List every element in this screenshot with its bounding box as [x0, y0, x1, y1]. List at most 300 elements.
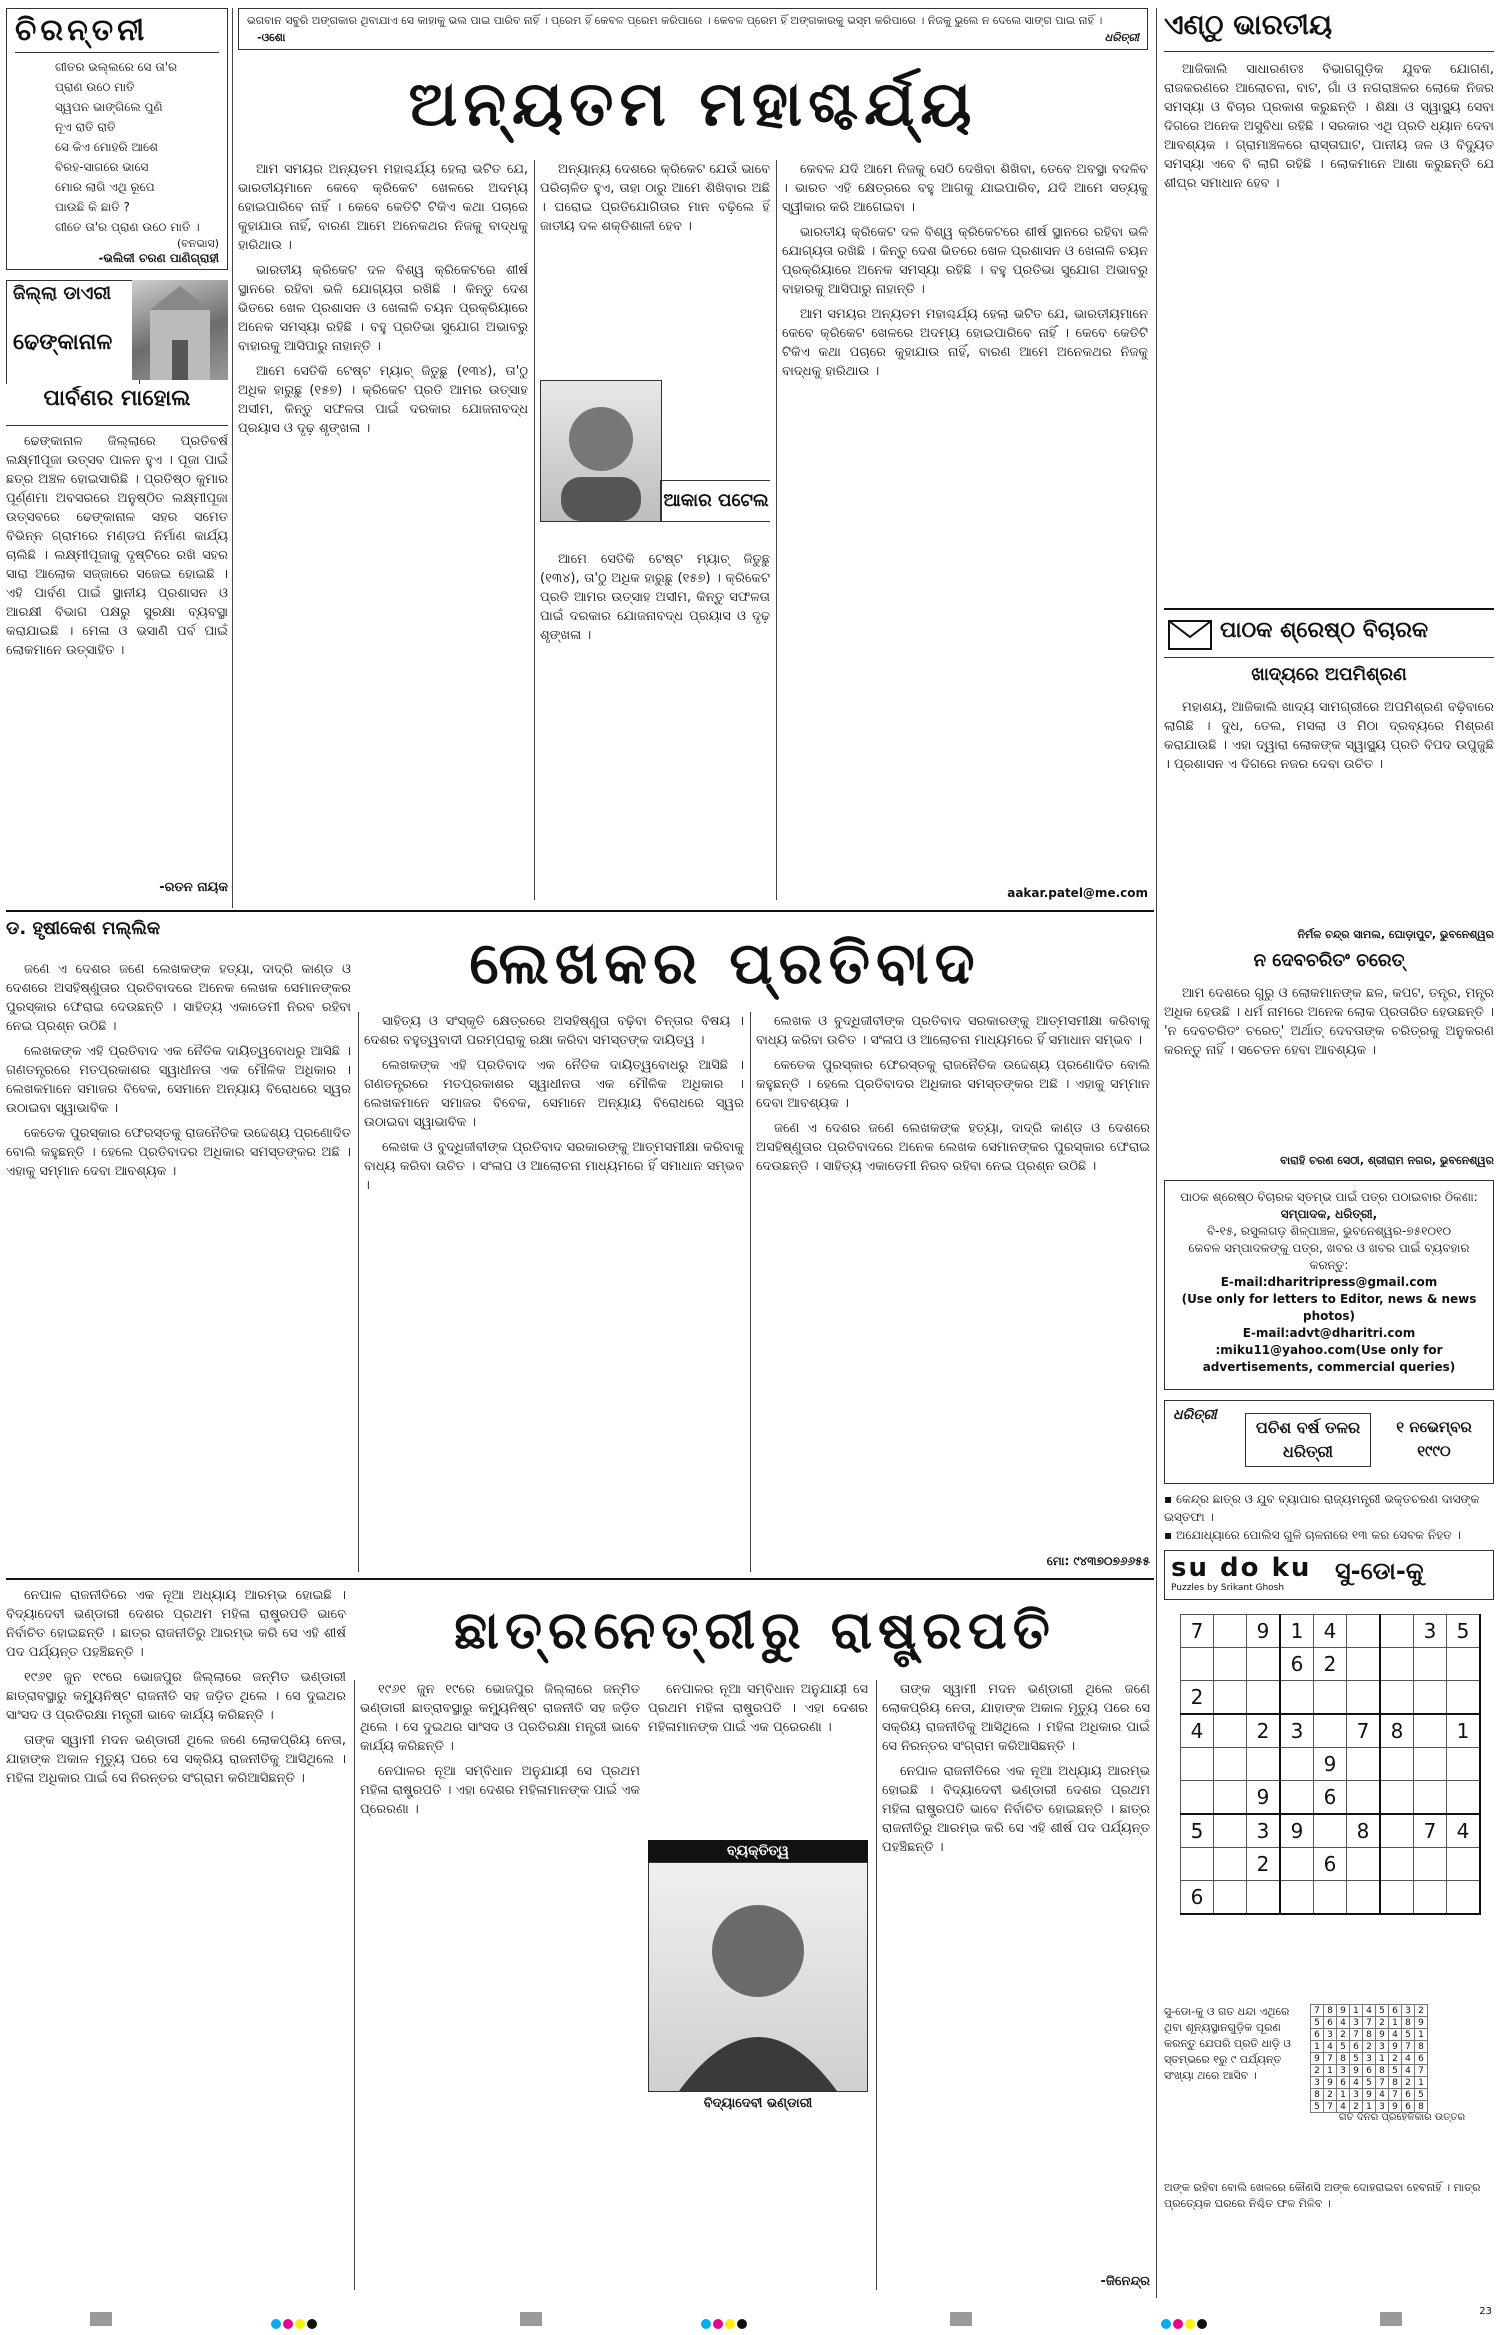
solution-cell: 5 [1363, 2077, 1376, 2089]
president-para: ତାଙ୍କ ସ୍ୱାମୀ ମଦନ ଭଣ୍ଡାରୀ ଥିଲେ ଜଣେ ଲୋକପ୍ରିୟ ନେତା, ଯାହାଙ୍କ ଅକାଳ ମୃତ୍ୟୁ ପରେ ସେ ସକ୍ରିୟ ରାଜନୀତିକୁ ଆସିଥିଲେ । ମହିଳା ଅଧିକାର ପାଇଁ ସେ ନିରନ୍ତର ସଂଗ୍ରାମ କରିଆସିଛନ୍ତି । [882, 1682, 1150, 1754]
sudoku-cell[interactable] [1380, 1781, 1414, 1815]
poem-line: ମୋର ଲାଗି ଏଥି ରୂପେ [55, 180, 155, 194]
solution-cell: 8 [1337, 2053, 1350, 2065]
sudoku-cell[interactable]: 6 [1181, 1881, 1214, 1915]
solution-cell: 4 [1363, 2005, 1376, 2017]
sudoku-cell[interactable] [1214, 1615, 1247, 1648]
contact-email-2[interactable]: E-mail:advt@dharitri.com [1242, 1326, 1416, 1340]
solution-cell: 8 [1324, 2005, 1337, 2017]
sudoku-cell[interactable]: 4 [1314, 1615, 1347, 1648]
sudoku-instructions: ସୁ-ଡୋ-କୁ ଓ ଗତ ଧନ୍ଦା ଏଥିରେ ଥିବା ଶୂନ୍ୟସ୍ଥାନଗୁଡ଼ିକ ପୂରଣ କରନ୍ତୁ ଯେପରି ପ୍ରତି ଧାଡ଼ି ଓ ସ୍ତମ୍ଭରେ ୧ରୁ ୯ ପର୍ଯ୍ୟନ୍ତ ସଂଖ୍ୟା ଥରେ ଆସିବ । [1164, 2005, 1291, 2082]
solution-cell: 2 [1363, 2041, 1376, 2053]
solution-cell: 4 [1402, 2053, 1415, 2065]
sudoku-row [1311, 2065, 1428, 2077]
editorial-para: ଆମେ ସେତିକି ଟେଷ୍ଟ ମ୍ୟାଚ୍ ଜିତୁଛୁ (୧୩୪), ତା'ଠୁ ଅଧିକ ହାରୁଛୁ (୧୫୭) । କ୍ରିକେଟ ପ୍ରତି ଆମର ଉତ୍ସାହ ଅସୀମ, କିନ୍ତୁ ସଫଳତା ପାଇଁ ଦରକାର ଯୋଜନାବଦ୍ଧ ପ୍ରୟାସ ଓ ଦୃଢ଼ ଶୃଙ୍ଖଳା । [238, 364, 528, 436]
solution-cell: 3 [1311, 2077, 1324, 2089]
editorial-col-2 [540, 160, 770, 370]
color-registration-mark [1160, 2314, 1208, 2333]
solution-cell: 9 [1389, 2041, 1402, 2053]
protest-para: କେତେକ ପୁରସ୍କାର ଫେରସ୍ତକୁ ରାଜନୈତିକ ଉଦ୍ଦେଶ୍ୟ ପ୍ରଣୋଦିତ ବୋଲି କହୁଛନ୍ତି । ହେଲେ ପ୍ରତିବାଦର ଅଧିକାର ସମସ୍ତଙ୍କର ଅଛି । ଏହାକୁ ସମ୍ମାନ ଦେବା ଆବଶ୍ୟକ । [6, 1126, 351, 1179]
solution-cell: 2 [1311, 2065, 1324, 2077]
contact-email-1-note: (Use only for letters to Editor, news & news photos) [1181, 1292, 1477, 1323]
sudoku-cell[interactable] [1414, 1681, 1447, 1715]
sudoku-row [1311, 2041, 1428, 2053]
sudoku-cell[interactable]: 1 [1447, 1714, 1481, 1748]
solution-cell: 7 [1389, 2089, 1402, 2101]
page-number: 23 [1479, 2306, 1492, 2317]
sudoku-cell[interactable] [1247, 1681, 1281, 1715]
poem-line: ନୂଏ ରାତି ରାତି [55, 120, 116, 134]
sudoku-cell[interactable] [1214, 1714, 1247, 1748]
sudoku-cell[interactable] [1247, 1881, 1281, 1915]
column-rule [232, 8, 233, 908]
solution-cell: 9 [1337, 2005, 1350, 2017]
solution-cell: 1 [1324, 2065, 1337, 2077]
solution-cell: 4 [1324, 2041, 1337, 2053]
sudoku-cell[interactable] [1414, 1748, 1447, 1781]
poem-line: ସେ କିଏ ମୋହରି ଆଶେ [55, 140, 158, 154]
sudoku-row [1181, 1615, 1481, 1648]
letter1-body [1164, 698, 1494, 928]
column-rule [750, 1012, 751, 1572]
sudoku-cell[interactable] [1447, 1848, 1481, 1881]
sudoku-cell[interactable]: 7 [1414, 1814, 1447, 1848]
solution-cell: 9 [1389, 2101, 1402, 2113]
poem-title: ଚିରନ୍ତନୀ [15, 13, 219, 53]
sudoku-cell[interactable] [1214, 1748, 1247, 1781]
sudoku-cell[interactable]: 5 [1447, 1615, 1481, 1648]
sudoku-cell[interactable] [1314, 1814, 1347, 1848]
district-label-box [6, 280, 140, 384]
sudoku-cell[interactable] [1447, 1881, 1481, 1915]
flashback-item: ▪ ଅଯୋଧ୍ୟାରେ ପୋଲିସ ଗୁଳି ଚାଳନାରେ ୧୩ କର ସେବକ ନିହତ । [1164, 1528, 1461, 1542]
solution-cell: 5 [1376, 2005, 1389, 2017]
sudoku-cell[interactable]: 4 [1447, 1814, 1481, 1848]
protest-para: ଲେଖକଙ୍କ ଏହି ପ୍ରତିବାଦ ଏକ ନୈତିକ ଦାୟିତ୍ୱବୋଧରୁ ଆସିଛି । ଗଣତନ୍ତ୍ରରେ ମତପ୍ରକାଶର ସ୍ୱାଧୀନତା ଏକ ମୌଳିକ ଅଧିକାର । ଲେଖକମାନେ ସମାଜର ବିବେକ, ସେମାନେ ଅନ୍ୟାୟ ବିରୋଧରେ ସ୍ୱର ଉଠାଇବା ସ୍ୱାଭାବିକ । [6, 1044, 351, 1116]
president-col-1 [6, 1586, 346, 2298]
teaser-box [238, 8, 1148, 50]
president-headline: ଛାତ୍ରନେତ୍ରୀରୁ ରାଷ୍ଟ୍ରପତି [454, 1601, 1056, 1661]
sudoku-cell[interactable] [1380, 1848, 1414, 1881]
sudoku-cell[interactable]: 2 [1314, 1648, 1347, 1681]
president-para: ତାଙ୍କ ସ୍ୱାମୀ ମଦନ ଭଣ୍ଡାରୀ ଥିଲେ ଜଣେ ଲୋକପ୍ରିୟ ନେତା, ଯାହାଙ୍କ ଅକାଳ ମୃତ୍ୟୁ ପରେ ସେ ସକ୍ରିୟ ରାଜନୀତିକୁ ଆସିଥିଲେ । ମହିଳା ଅଧିକାର ପାଇଁ ସେ ନିରନ୍ତର ସଂଗ୍ରାମ କରିଆସିଛନ୍ତି । [6, 1733, 346, 1786]
solution-cell: 4 [1350, 2077, 1363, 2089]
sudoku-cell[interactable] [1214, 1681, 1247, 1715]
sudoku-cell[interactable] [1347, 1848, 1381, 1881]
solution-cell: 5 [1350, 2053, 1363, 2065]
sudoku-cell[interactable]: 3 [1280, 1714, 1314, 1748]
sudoku-cell[interactable]: 9 [1314, 1748, 1347, 1781]
sudoku-cell[interactable]: 8 [1347, 1814, 1381, 1848]
flashback-item: ▪ କେନ୍ଦ୍ର ଛାତ୍ର ଓ ଯୁବ ବ୍ୟାପାର ରାଜ୍ୟମନ୍ତ୍ରୀ ଭକ୍ତଚରଣ ଦାସଙ୍କ ଇସ୍ତଫା । [1164, 1492, 1480, 1524]
solution-cell: 7 [1350, 2029, 1363, 2041]
solution-cell: 6 [1389, 2005, 1402, 2017]
sudoku-cell[interactable]: 6 [1280, 1648, 1314, 1681]
protest-headline: ଲେଖକର ପ୍ରତିବାଦ [469, 929, 981, 997]
poem-line: ପାଉଛି କି ଛାତି ? [55, 200, 130, 214]
solution-cell: 6 [1350, 2041, 1363, 2053]
contact-email-1[interactable]: E-mail:dharitripress@gmail.com [1220, 1275, 1438, 1289]
sudoku-cell[interactable] [1447, 1648, 1481, 1681]
sudoku-cell[interactable] [1181, 1848, 1214, 1881]
protest-para: କେତେକ ପୁରସ୍କାର ଫେରସ୍ତକୁ ରାଜନୈତିକ ଉଦ୍ଦେଶ୍ୟ ପ୍ରଣୋଦିତ ବୋଲି କହୁଛନ୍ତି । ହେଲେ ପ୍ରତିବାଦର ଅଧିକାର ସମସ୍ତଙ୍କର ଅଛି । ଏହାକୁ ସମ୍ମାନ ଦେବା ଆବଶ୍ୟକ । [756, 1058, 1150, 1111]
president-para: ନେପାଳ ରାଜନୀତିରେ ଏକ ନୂଆ ଅଧ୍ୟାୟ ଆରମ୍ଭ ହୋଇଛି । ବିଦ୍ୟାଦେବୀ ଭଣ୍ଡାରୀ ଦେଶର ପ୍ରଥମ ମହିଳା ରାଷ୍ଟ୍ରପତି ଭାବେ ନିର୍ବାଚିତ ହୋଇଛନ୍ତି । ଛାତ୍ର ରାଜନୀତିରୁ ଆରମ୍ଭ କରି ସେ ଏହି ଶୀର୍ଷ ପଦ ପର୍ଯ୍ୟନ୍ତ ପହଞ୍ଚିଛନ୍ତି । [6, 1588, 346, 1660]
solution-cell: 7 [1402, 2041, 1415, 2053]
poem-line: ବିରହ-ସାଗରେ ଭାସେ [55, 160, 149, 174]
solution-cell: 9 [1376, 2029, 1389, 2041]
sudoku-row [1311, 2089, 1428, 2101]
section-rule [6, 1578, 1154, 1580]
solution-cell: 7 [1415, 2065, 1428, 2077]
section-rule [6, 910, 1154, 912]
protest-phone: ମୋ: ୯୪୩୭୦୭୬୬୫୫ [1046, 1554, 1150, 1568]
president-para: ନେପାଳର ନୂଆ ସମ୍ବିଧାନ ଅନୁଯାୟୀ ସେ ପ୍ରଥମ ମହିଳା ରାଷ୍ଟ୍ରପତି । ଏହା ଦେଶର ମହିଳାମାନଙ୍କ ପାଇଁ ଏକ ପ୍ରେରଣା । [648, 1682, 868, 1735]
sudoku-row [1181, 1814, 1481, 1848]
solution-cell: 1 [1350, 2005, 1363, 2017]
sudoku-answer-note: ଗତ ଦିନର ପ୍ରହେଳିକାର ଉତ୍ତର [1338, 2112, 1466, 2123]
sudoku-cell[interactable] [1347, 1748, 1381, 1781]
solution-cell: 7 [1324, 2053, 1337, 2065]
gray-mark [90, 2312, 112, 2326]
sudoku-cell[interactable] [1214, 1648, 1247, 1681]
sudoku-cell[interactable] [1414, 1648, 1447, 1681]
solution-cell: 4 [1337, 2017, 1350, 2029]
solution-cell: 9 [1350, 2065, 1363, 2077]
sudoku-cell[interactable] [1447, 1781, 1481, 1815]
sudoku-cell[interactable] [1181, 1648, 1214, 1681]
president-photo [648, 1862, 868, 2092]
president-label: ବ୍ୟକ୍ତିତ୍ୱ [648, 1840, 868, 1862]
author-name: ଆକାର ପଟେଲ [660, 480, 770, 522]
flashback-box [1164, 1400, 1494, 1484]
letter2-body [1164, 984, 1494, 1154]
column-rule [354, 1680, 355, 2290]
contact-address: ବି-୧୫, ରସୁଲଗଡ଼ ଶିଳ୍ପାଞ୍ଚଳ, ଭୁବନେଶ୍ୱର-୭୫୧୦୧୦ [1206, 1224, 1452, 1238]
flashback-brand: ଧରିତ୍ରୀ [1173, 1407, 1217, 1423]
editorial-col-2b [540, 550, 770, 900]
poem-line: ପ୍ରାଣ ଉଠେ ମାତି [55, 80, 135, 94]
sudoku-solution-grid [1310, 2004, 1428, 2113]
india-body: ଆଜିକାଲି ସାଧାରଣତଃ ବିଭାଗଗୁଡ଼ିକ ଯୁବକ ଯୋଗଣ, ରାଜକରଣରେ ଆଲୋଚନା, ବାଟ, ଗାଁ ଓ ନଗରାଞ୍ଚଳର ଲୋକେ ନିଜର ସମସ୍ୟା ଓ ବିଚାର ପ୍ରକାଶ କରୁଛନ୍ତି । ଶିକ୍ଷା ଓ ସ୍ୱାସ୍ଥ୍ୟ ସେବା ଦିଗରେ ଅନେକ ଅସୁବିଧା ରହିଛି । ସରକାର ଏଥି ପ୍ରତି ଧ୍ୟାନ ଦେବା ଆବଶ୍ୟକ । ଗ୍ରାମାଞ୍ଚଳରେ ରାସ୍ତାଘାଟ, ପାନୀୟ ଜଳ ଓ ବିଦ୍ୟୁତ ସମସ୍ୟା ଏବେ ବି ଲାଗି ରହିଛି । ଲୋକମାନେ ଆଶା କରୁଛନ୍ତି ଯେ ଶୀଘ୍ର ସମାଧାନ ହେବ । [1164, 62, 1494, 191]
president-para: ୧୯୬୧ ଜୁନ ୧୯ରେ ଭୋଜପୁର ଜିଲ୍ଲାରେ ଜନ୍ମିତ ଭଣ୍ଡାରୀ ଛାତ୍ରାବସ୍ଥାରୁ କମ୍ୟୁନିଷ୍ଟ ରାଜନୀତି ସହ ଜଡ଼ିତ ଥିଲେ । ସେ ଦୁଇଥର ସାଂସଦ ଓ ପ୍ରତିରକ୍ଷା ମନ୍ତ୍ରୀ ଭାବେ କାର୍ଯ୍ୟ କରିଛନ୍ତି । [6, 1670, 346, 1723]
gray-mark [950, 2312, 972, 2326]
editorial-para: ଆମ ସମୟର ଅନ୍ୟତମ ମହାଶ୍ଚର୍ଯ୍ୟ ହେଲା ଭଟିତ ଯେ, ଭାରତୀୟମାନେ କେବେ କ୍ରିକେଟ ଖେଳରେ ଅଦମ୍ୟ ହୋଇପାରିବେ ନାହିଁ । କେବେ କେତିଟି ଟିକିଏ କଥା ପଚାରେ କୁହାଯାଉ ନାହିଁ, ବାରଣ ଆମେ ଅନେକଥର ନିଜକୁ ବାଦ୍ଧକୁ ହାରିଥାଉ । [238, 162, 528, 253]
letter2-title: ନ ଦେବଚରିତଂ ଚରେତ୍ [1253, 950, 1405, 971]
solution-cell: 4 [1376, 2089, 1389, 2101]
sudoku-cell[interactable] [1214, 1848, 1247, 1881]
solution-cell: 3 [1350, 2089, 1363, 2101]
district-name: ଢେଙ୍କାନାଳ [13, 330, 113, 355]
solution-cell: 8 [1363, 2029, 1376, 2041]
editorial-para: ଭାରତୀୟ କ୍ରିକେଟ ଦଳ ବିଶ୍ୱ କ୍ରିକେଟରେ ଶୀର୍ଷ ସ୍ଥାନରେ ରହିବା ଭଳି ଯୋଗ୍ୟତା ରଖିଛି । କିନ୍ତୁ ଦେଶ ଭିତରେ ଖେଳ ପ୍ରଶାସନ ଓ ଖେଳାଳି ଚୟନ ପ୍ରକ୍ରିୟାରେ ଅନେକ ସମସ୍ୟା ରହିଛି । ବହୁ ପ୍ରତିଭା ସୁଯୋଗ ଅଭାବରୁ ବାହାରକୁ ଆସିପାରୁ ନାହାନ୍ତି । [238, 263, 528, 354]
solution-cell: 2 [1415, 2005, 1428, 2017]
sudoku-cell[interactable] [1380, 1615, 1414, 1648]
solution-cell: 2 [1350, 2101, 1363, 2113]
author-photo-box [540, 380, 770, 540]
sudoku-cell[interactable]: 9 [1280, 1814, 1314, 1848]
letters-header [1164, 608, 1494, 658]
president-para: ୧୯୬୧ ଜୁନ ୧୯ରେ ଭୋଜପୁର ଜିଲ୍ଲାରେ ଜନ୍ମିତ ଭଣ୍ଡାରୀ ଛାତ୍ରାବସ୍ଥାରୁ କମ୍ୟୁନିଷ୍ଟ ରାଜନୀତି ସହ ଜଡ଼ିତ ଥିଲେ । ସେ ଦୁଇଥର ସାଂସଦ ଓ ପ୍ରତିରକ୍ଷା ମନ୍ତ୍ରୀ ଭାବେ କାର୍ଯ୍ୟ କରିଛନ୍ତି । [360, 1682, 640, 1754]
gray-mark [520, 2312, 542, 2326]
president-col-3 [882, 1680, 1150, 2270]
solution-cell: 6 [1415, 2053, 1428, 2065]
flashback-title: ପଚିଶ ବର୍ଷ ତଳର ଧରିତ୍ରୀ [1245, 1413, 1371, 1467]
sudoku-cell[interactable]: 9 [1247, 1615, 1281, 1648]
solution-cell: 8 [1311, 2089, 1324, 2101]
poem-lines [15, 57, 219, 237]
sudoku-cell[interactable] [1414, 1781, 1447, 1815]
poem-line: ଗୀତର ଭଲ୍ଲରେ ସେ ତା'ର [55, 60, 178, 74]
sudoku-row [1311, 2053, 1428, 2065]
sudoku-byline: Puzzles by Srikant Ghosh [1171, 1583, 1285, 1593]
letter2-text: ଆମ ଦେଶରେ ଗୁରୁ ଓ ଲୋକମାନଙ୍କ ଛଳ, କପଟ, ତନ୍ତ୍ର, ମନ୍ତ୍ର ଅଧିକ ହେଉଛି । ଧର୍ମ ନାମରେ ଅନେକ ଲୋକ ପ୍ରତାରିତ ହେଉଛନ୍ତି । 'ନ ଦେବଚରିତଂ ଚରେତ୍' ଅର୍ଥାତ୍ ଦେବତାଙ୍କ ଚରିତ୍ରକୁ ଅନୁକରଣ କରନ୍ତୁ ନାହିଁ । ସଚେତନ ହେବା ଆବଶ୍ୟକ । [1164, 986, 1494, 1058]
sudoku-title-or: ସୁ-ଡୋ-କୁ [1335, 1557, 1424, 1585]
solution-cell: 9 [1324, 2077, 1337, 2089]
protest-col-1 [6, 960, 351, 1570]
district-diary-header [6, 280, 228, 384]
sudoku-cell[interactable] [1314, 1881, 1347, 1915]
sudoku-cell[interactable] [1347, 1881, 1381, 1915]
protest-para: ଲେଖକଙ୍କ ଏହି ପ୍ରତିବାଦ ଏକ ନୈତିକ ଦାୟିତ୍ୱବୋଧରୁ ଆସିଛି । ଗଣତନ୍ତ୍ରରେ ମତପ୍ରକାଶର ସ୍ୱାଧୀନତା ଏକ ମୌଳିକ ଅଧିକାର । ଲେଖକମାନେ ସମାଜର ବିବେକ, ସେମାନେ ଅନ୍ୟାୟ ବିରୋଧରେ ସ୍ୱର ଉଠାଇବା ସ୍ୱାଭାବିକ । [364, 1058, 744, 1130]
sudoku-cell[interactable] [1214, 1814, 1247, 1848]
sudoku-cell[interactable] [1414, 1881, 1447, 1915]
president-para: ନେପାଳ ରାଜନୀତିରେ ଏକ ନୂଆ ଅଧ୍ୟାୟ ଆରମ୍ଭ ହୋଇଛି । ବିଦ୍ୟାଦେବୀ ଭଣ୍ଡାରୀ ଦେଶର ପ୍ରଥମ ମହିଳା ରାଷ୍ଟ୍ରପତି ଭାବେ ନିର୍ବାଚିତ ହୋଇଛନ୍ତି । ଛାତ୍ର ରାଜନୀତିରୁ ଆରମ୍ଭ କରି ସେ ଏହି ଶୀର୍ଷ ପଦ ପର୍ଯ୍ୟନ୍ତ ପହଞ୍ଚିଛନ୍ତି । [882, 1764, 1150, 1855]
sudoku-row [1181, 1714, 1481, 1748]
sudoku-cell[interactable] [1380, 1648, 1414, 1681]
sudoku-row [1181, 1848, 1481, 1881]
teaser-author: -ଓଶୋ [257, 31, 286, 44]
sudoku-cell[interactable] [1447, 1681, 1481, 1715]
editorial-para: ଭାରତୀୟ କ୍ରିକେଟ ଦଳ ବିଶ୍ୱ କ୍ରିକେଟରେ ଶୀର୍ଷ ସ୍ଥାନରେ ରହିବା ଭଳି ଯୋଗ୍ୟତା ରଖିଛି । କିନ୍ତୁ ଦେଶ ଭିତରେ ଖେଳ ପ୍ରଶାସନ ଓ ଖେଳାଳି ଚୟନ ପ୍ରକ୍ରିୟାରେ ଅନେକ ସମସ୍ୟା ରହିଛି । ବହୁ ପ୍ରତିଭା ସୁଯୋଗ ଅଭାବରୁ ବାହାରକୁ ଆସିପାରୁ ନାହାନ୍ତି । [782, 225, 1148, 297]
president-author: -ଜିନେନ୍ଦ୍ର [1100, 2274, 1150, 2289]
flashback-items [1164, 1490, 1494, 1546]
contact-note: କେବଳ ସମ୍ପାଦକଙ୍କୁ ପତ୍ର, ଖବର ଓ ଖବର ପାଇଁ ବ୍ୟବହାର କରନ୍ତୁ: [1188, 1241, 1470, 1272]
editorial-para: ଆମ ସମୟର ଅନ୍ୟତମ ମହାଶ୍ଚର୍ଯ୍ୟ ହେଲା ଭଟିତ ଯେ, ଭାରତୀୟମାନେ କେବେ କ୍ରିକେଟ ଖେଳରେ ଅଦମ୍ୟ ହୋଇପାରିବେ ନାହିଁ । କେବେ କେତିଟି ଟିକିଏ କଥା ପଚାରେ କୁହାଯାଉ ନାହିଁ, ବାରଣ ଆମେ ଅନେକଥର ନିଜକୁ ବାଦ୍ଧକୁ ହାରିଥାଉ । [782, 307, 1148, 379]
sudoku-grid[interactable] [1180, 1614, 1481, 1915]
solution-cell: 3 [1350, 2017, 1363, 2029]
sudoku-cell[interactable] [1247, 1748, 1281, 1781]
solution-cell: 8 [1389, 2077, 1402, 2089]
solution-cell: 7 [1324, 2101, 1337, 2113]
editorial-col-1 [238, 160, 528, 910]
sudoku-cell[interactable]: 1 [1280, 1615, 1314, 1648]
column-rule [776, 160, 777, 900]
column-rule [358, 1012, 359, 1572]
sudoku-cell[interactable] [1280, 1681, 1314, 1715]
print-marks [0, 2304, 1500, 2334]
solution-cell: 8 [1415, 2041, 1428, 2053]
solution-cell: 4 [1402, 2065, 1415, 2077]
president-para: ନେପାଳର ନୂଆ ସମ୍ବିଧାନ ଅନୁଯାୟୀ ସେ ପ୍ରଥମ ମହିଳା ରାଷ୍ଟ୍ରପତି । ଏହା ଦେଶର ମହିଳାମାନଙ୍କ ପାଇଁ ଏକ ପ୍ରେରଣା । [360, 1764, 640, 1817]
sudoku-row [1311, 2017, 1428, 2029]
protest-col-2 [364, 1012, 744, 1572]
sudoku-cell[interactable] [1380, 1814, 1414, 1848]
sudoku-cell[interactable] [1347, 1681, 1381, 1715]
column-rule [1156, 8, 1157, 2298]
solution-cell: 8 [1402, 2017, 1415, 2029]
editorial-col-3 [782, 160, 1148, 880]
protest-para: ସାହିତ୍ୟ ଓ ସଂସ୍କୃତି କ୍ଷେତ୍ରରେ ଅସହିଷ୍ଣୁତା ବଢ଼ିବା ଚିନ୍ତାର ବିଷୟ । ଦେଶର ବହୁତ୍ୱବାଦୀ ପରମ୍ପରାକୁ ରକ୍ଷା କରିବା ସମସ୍ତଙ୍କ ଦାୟିତ୍ୱ । [364, 1014, 744, 1048]
poem-line: ସ୍ୱପନ ଭାଙ୍ଗିଲେ ପୁଣି [55, 100, 163, 114]
protest-col-3 [756, 1012, 1150, 1552]
sudoku-cell[interactable] [1314, 1681, 1347, 1715]
sudoku-cell[interactable] [1414, 1848, 1447, 1881]
protest-para: ଲେଖକ ଓ ବୁଦ୍ଧିଜୀବୀଙ୍କ ପ୍ରତିବାଦ ସରକାରଙ୍କୁ ଆତ୍ମସମୀକ୍ଷା କରିବାକୁ ବାଧ୍ୟ କରିବା ଉଚିତ । ସଂଳାପ ଓ ଆଲୋଚନା ମାଧ୍ୟମରେ ହିଁ ସମାଧାନ ସମ୍ଭବ । [756, 1014, 1150, 1048]
contact-box [1164, 1180, 1494, 1390]
sudoku-cell[interactable]: 6 [1314, 1848, 1347, 1881]
section-logo: ଏଣ୍ଠୁ ଭାରତୀୟ [1164, 8, 1494, 52]
solution-cell: 2 [1324, 2089, 1337, 2101]
protest-para: ଜଣେ ଏ ଦେଶର ଜଣେ ଲେଖକଙ୍କ ହତ୍ୟା, ଦାଦ୍ରି କାଣ୍ଡ ଓ ଦେଶରେ ଅସହିଷ୍ଣୁତାର ପ୍ରତିବାଦରେ ଅନେକ ଲେଖକ ସେମାନଙ୍କର ପୁରସ୍କାର ଫେରାଇ ଦେଉଛନ୍ତି । ସାହିତ୍ୟ ଏକାଡେମୀ ନିରବ ରହିବା ନେଇ ପ୍ରଶ୍ନ ଉଠିଛି । [6, 962, 351, 1034]
flashback-date: ୧ ନଭେମ୍ବର ୧୯୯୦ [1396, 1418, 1472, 1460]
protest-para: ଲେଖକ ଓ ବୁଦ୍ଧିଜୀବୀଙ୍କ ପ୍ରତିବାଦ ସରକାରଙ୍କୁ ଆତ୍ମସମୀକ୍ଷା କରିବାକୁ ବାଧ୍ୟ କରିବା ଉଚିତ । ସଂଳାପ ଓ ଆଲୋଚନା ମାଧ୍ୟମରେ ହିଁ ସମାଧାନ ସମ୍ଭବ । [364, 1140, 744, 1193]
solution-cell: 6 [1337, 2077, 1350, 2089]
solution-cell: 1 [1311, 2041, 1324, 2053]
sudoku-cell[interactable] [1181, 1748, 1214, 1781]
sudoku-row [1181, 1881, 1481, 1915]
solution-cell: 3 [1337, 2065, 1350, 2077]
sudoku-cell[interactable] [1280, 1848, 1314, 1881]
solution-cell: 1 [1376, 2053, 1389, 2065]
sudoku-cell[interactable]: 7 [1181, 1615, 1214, 1648]
sudoku-cell[interactable]: 4 [1181, 1714, 1214, 1748]
solution-cell: 6 [1324, 2017, 1337, 2029]
editorial-headline: ଅନ୍ୟତମ ମହାଶ୍ଚର୍ଯ୍ୟ [408, 67, 978, 140]
sudoku-header [1164, 1550, 1494, 1600]
solution-cell: 9 [1363, 2089, 1376, 2101]
letter1-text: ମହାଶୟ, ଆଜିକାଲି ଖାଦ୍ୟ ସାମଗ୍ରୀରେ ଅପମିଶ୍ରଣ ବଢ଼ିବାରେ ଲାଗିଛି । ଦୁଧ, ତେଲ, ମସଲା ଓ ମିଠା ଦ୍ରବ୍ୟରେ ମିଶ୍ରଣ କରାଯାଉଛି । ଏହା ଦ୍ୱାରା ଲୋକଙ୍କ ସ୍ୱାସ୍ଥ୍ୟ ପ୍ରତି ବିପଦ ଉପୁଜୁଛି । ପ୍ରଶାସନ ଏ ଦିଗରେ ନଜର ଦେବା ଉଚିତ । [1164, 700, 1494, 772]
sudoku-cell[interactable] [1380, 1881, 1414, 1915]
solution-cell: 6 [1363, 2065, 1376, 2077]
sudoku-cell[interactable] [1314, 1714, 1347, 1748]
solution-cell: 5 [1415, 2089, 1428, 2101]
president-caption: ବିଦ୍ୟାଦେବୀ ଭଣ୍ଡାରୀ [703, 2096, 813, 2111]
column-rule [534, 160, 535, 900]
poem-box [6, 8, 228, 270]
gray-mark [1380, 2312, 1402, 2326]
solution-cell: 3 [1402, 2005, 1415, 2017]
sudoku-cell[interactable] [1280, 1881, 1314, 1915]
sudoku-title-en: su do ku [1171, 1553, 1312, 1583]
solution-cell: 4 [1337, 2101, 1350, 2113]
paper-logo: ଧରିତ୍ରୀ [1104, 31, 1139, 44]
color-registration-mark [270, 2314, 318, 2333]
sudoku-cell[interactable]: 3 [1414, 1615, 1447, 1648]
editorial-para: କେବଳ ଯଦି ଆମେ ନିଜକୁ ସେଠି ଦେଖିବା ଶିଖିବା, ତେବେ ଅବସ୍ଥା ବଦଳିବ । ଭାରତ ଏହି କ୍ଷେତ୍ରରେ ବହୁ ଆଗକୁ ଯାଇପାରିବ, ଯଦି ଆମେ ସତ୍ୟକୁ ସ୍ୱୀକାର କରି ଆଗେଇବା । [782, 162, 1148, 215]
solution-cell: 8 [1376, 2065, 1389, 2077]
sudoku-row [1181, 1781, 1481, 1815]
sudoku-cell[interactable]: 2 [1247, 1714, 1281, 1748]
solution-cell: 3 [1376, 2101, 1389, 2113]
solution-cell: 1 [1389, 2017, 1402, 2029]
solution-cell: 2 [1389, 2053, 1402, 2065]
author-photo [540, 380, 662, 522]
solution-cell: 5 [1311, 2017, 1324, 2029]
solution-cell: 3 [1376, 2041, 1389, 2053]
contact-to: ସମ୍ପାଦକ, ଧରିତ୍ରୀ, [1280, 1207, 1378, 1221]
sudoku-row [1311, 2077, 1428, 2089]
sudoku-cell[interactable]: 7 [1347, 1714, 1381, 1748]
sudoku-row [1311, 2101, 1428, 2113]
sudoku-cell[interactable]: 8 [1380, 1714, 1414, 1748]
sudoku-cell[interactable]: 9 [1247, 1781, 1281, 1815]
column-rule [876, 1680, 877, 2290]
sudoku-cell[interactable] [1280, 1781, 1314, 1815]
solution-cell: 7 [1363, 2017, 1376, 2029]
sudoku-cell[interactable] [1247, 1648, 1281, 1681]
solution-cell: 7 [1376, 2077, 1389, 2089]
sudoku-cell[interactable] [1347, 1615, 1381, 1648]
solution-cell: 2 [1337, 2029, 1350, 2041]
teaser-text: ଭଗବାନ ସବୁରି ଅଙ୍ଗକାର ଥିବାଯାଏ ସେ କାହାକୁ ଭଲ ପାଇ ପାରିବ ନାହିଁ । ପ୍ରେମ ହିଁ କେବଳ ପ୍ରେମ କରିପାରେ । କେବଳ ପ୍ରେମ ହିଁ ଅଙ୍ଗକାରକୁ ଭସ୍ମ କରିପାରେ । ନିଜକୁ ଭୁଲେ ନ ଦେଲେ ସାଙ୍ଗ ପାଇ ନାହିଁ । [247, 14, 1103, 27]
protest-para: ଜଣେ ଏ ଦେଶର ଜଣେ ଲେଖକଙ୍କ ହତ୍ୟା, ଦାଦ୍ରି କାଣ୍ଡ ଓ ଦେଶରେ ଅସହିଷ୍ଣୁତାର ପ୍ରତିବାଦରେ ଅନେକ ଲେଖକ ସେମାନଙ୍କର ପୁରସ୍କାର ଫେରାଇ ଦେଉଛନ୍ତି । ସାହିତ୍ୟ ଏକାଡେମୀ ନିରବ ରହିବା ନେଇ ପ୍ରଶ୍ନ ଉଠିଛି । [756, 1121, 1150, 1174]
solution-cell: 9 [1311, 2053, 1324, 2065]
poem-author: -ଭଲିକୀ ଚରଣ ପାଣିଗ୍ରାହୀ [98, 251, 219, 265]
sudoku-cell[interactable] [1347, 1648, 1381, 1681]
editorial-email: aakar.patel@me.com [1007, 886, 1148, 900]
sudoku-footer: ଅଙ୍କ ରହିବା ବୋଲି ଖେଳରେ କୌଣସି ଅଙ୍କ ଦୋହରାଇବା ହେବନାହିଁ । ମାତ୍ର ପ୍ରତ୍ୟେକ ଘରରେ ନିଶ୍ଚିତ ଫଳ ମିଳିବ । [1164, 2181, 1481, 2210]
sudoku-row [1311, 2005, 1428, 2017]
sudoku-cell[interactable]: 2 [1181, 1681, 1214, 1715]
color-registration-mark [700, 2314, 748, 2333]
sudoku-row [1181, 1648, 1481, 1681]
district-article [6, 432, 228, 872]
solution-cell: 5 [1311, 2101, 1324, 2113]
district-author: -ରତନ ନାୟକ [159, 880, 228, 895]
letter1-author: ନିର୍ମଳ ଚନ୍ଦ୍ର ସାମଲ, ଘୋଡ଼ାପୁଟ, ଭୁବନେଶ୍ୱର [1297, 928, 1494, 941]
solution-cell: 2 [1376, 2017, 1389, 2029]
sudoku-cell[interactable]: 5 [1181, 1814, 1214, 1848]
letter2-author: ବାରାହି ଚରଣ ସେଠୀ, ଶ୍ରୀରାମ ନଗର, ଭୁବନେଶ୍ୱର [1280, 1154, 1494, 1167]
solution-cell: 6 [1402, 2101, 1415, 2113]
sudoku-cell[interactable] [1380, 1748, 1414, 1781]
sudoku-cell[interactable] [1280, 1748, 1314, 1781]
solution-cell: 4 [1389, 2029, 1402, 2041]
solution-cell: 2 [1402, 2077, 1415, 2089]
contact-intro: ପାଠକ ଶ୍ରେଷ୍ଠ ବିଚାରକ ସ୍ତମ୍ଭ ପାଇଁ ପତ୍ର ପଠାଇବାର ଠିକଣା: [1180, 1190, 1478, 1204]
sudoku-cell[interactable]: 3 [1247, 1814, 1281, 1848]
letter1-title: ଖାଦ୍ୟରେ ଅପମିଶ୍ରଣ [1251, 664, 1407, 685]
solution-cell: 5 [1337, 2041, 1350, 2053]
solution-cell: 3 [1324, 2029, 1337, 2041]
editorial-para: ଆମେ ସେତିକି ଟେଷ୍ଟ ମ୍ୟାଚ୍ ଜିତୁଛୁ (୧୩୪), ତା'ଠୁ ଅଧିକ ହାରୁଛୁ (୧୫୭) । କ୍ରିକେଟ ପ୍ରତି ଆମର ଉତ୍ସାହ ଅସୀମ, କିନ୍ତୁ ସଫଳତା ପାଇଁ ଦରକାର ଯୋଜନାବଦ୍ଧ ପ୍ରୟାସ ଓ ଦୃଢ଼ ଶୃଙ୍ଖଳା । [540, 552, 770, 643]
district-body: ଢେଙ୍କାନାଳ ଜିଲ୍ଲାରେ ପ୍ରତିବର୍ଷ ଲକ୍ଷ୍ମୀପୂଜା ଉତ୍ସବ ପାଳନ ହୁଏ । ପୂଜା ପାଇଁ ଛତ୍ର ଅଞ୍ଚଳ ହୋଇସାରିଛି । ପ୍ରତିଷ୍ଠ କୁମାର ପୂର୍ଣ୍ଣମା ଅବସରରେ ଅନୁଷ୍ଠିତ ଲକ୍ଷ୍ମୀପୂଜା ଉତ୍ସବରେ ଢେଙ୍କାନାଳ ସହର ସମେତ ବିଭିନ୍ନ ଗ୍ରାମରେ ମଣ୍ଡପ ନିର୍ମାଣ କାର୍ଯ୍ୟ ଚାଲିଛି । ଲକ୍ଷ୍ମୀପୂଜାକୁ ଦୃଷ୍ଟିରେ ରଖି ସହର ସାରା ଆଲୋକ ସଜ୍ଜାରେ ସଜେଇ ହୋଇଛି । ଏହି ପାର୍ବଣ ପାଇଁ ସ୍ଥାନୀୟ ପ୍ରଶାସନ ଓ ଆରକ୍ଷୀ ବିଭାଗ ପକ୍ଷରୁ ସୁରକ୍ଷା ବ୍ୟବସ୍ଥା କରାଯାଇଛି । ମେଳା ଓ ଭସାଣି ପର୍ବ ପାଇଁ ଲୋକମାନେ ଉତ୍ସାହିତ । [6, 434, 228, 658]
solution-cell: 7 [1311, 2005, 1324, 2017]
sudoku-cell[interactable]: 2 [1247, 1848, 1281, 1881]
solution-cell: 1 [1363, 2101, 1376, 2113]
sudoku-cell[interactable] [1414, 1714, 1447, 1748]
sudoku-cell[interactable] [1347, 1781, 1381, 1815]
sudoku-cell[interactable] [1214, 1781, 1247, 1815]
letters-title: ପାଠକ ଶ୍ରେଷ୍ଠ ବିଚାରକ [1220, 618, 1429, 643]
president-photo-box [648, 1840, 868, 2270]
sudoku-cell[interactable] [1214, 1881, 1247, 1915]
sudoku-cell[interactable] [1380, 1681, 1414, 1715]
sudoku-cell[interactable] [1447, 1748, 1481, 1781]
solution-cell: 6 [1402, 2089, 1415, 2101]
contact-email-3[interactable]: :miku11@yahoo.com(Use only for advertisements, commercial queries) [1202, 1343, 1456, 1374]
solution-cell: 1 [1415, 2029, 1428, 2041]
poem-line: ଗୀତେ ତା'ର ପ୍ରାଣ ଉଠେ ମାତି । [55, 220, 200, 234]
solution-cell: 9 [1415, 2017, 1428, 2029]
sudoku-cell[interactable]: 6 [1314, 1781, 1347, 1815]
sudoku-row [1181, 1681, 1481, 1715]
sudoku-cell[interactable] [1181, 1781, 1214, 1815]
poem-credit: (ବନଭାସ) [176, 237, 219, 250]
district-label: ଜିଲ୍ଲା ଡାଏରୀ [13, 283, 112, 304]
solution-cell: 6 [1311, 2029, 1324, 2041]
portrait-icon [541, 381, 661, 521]
